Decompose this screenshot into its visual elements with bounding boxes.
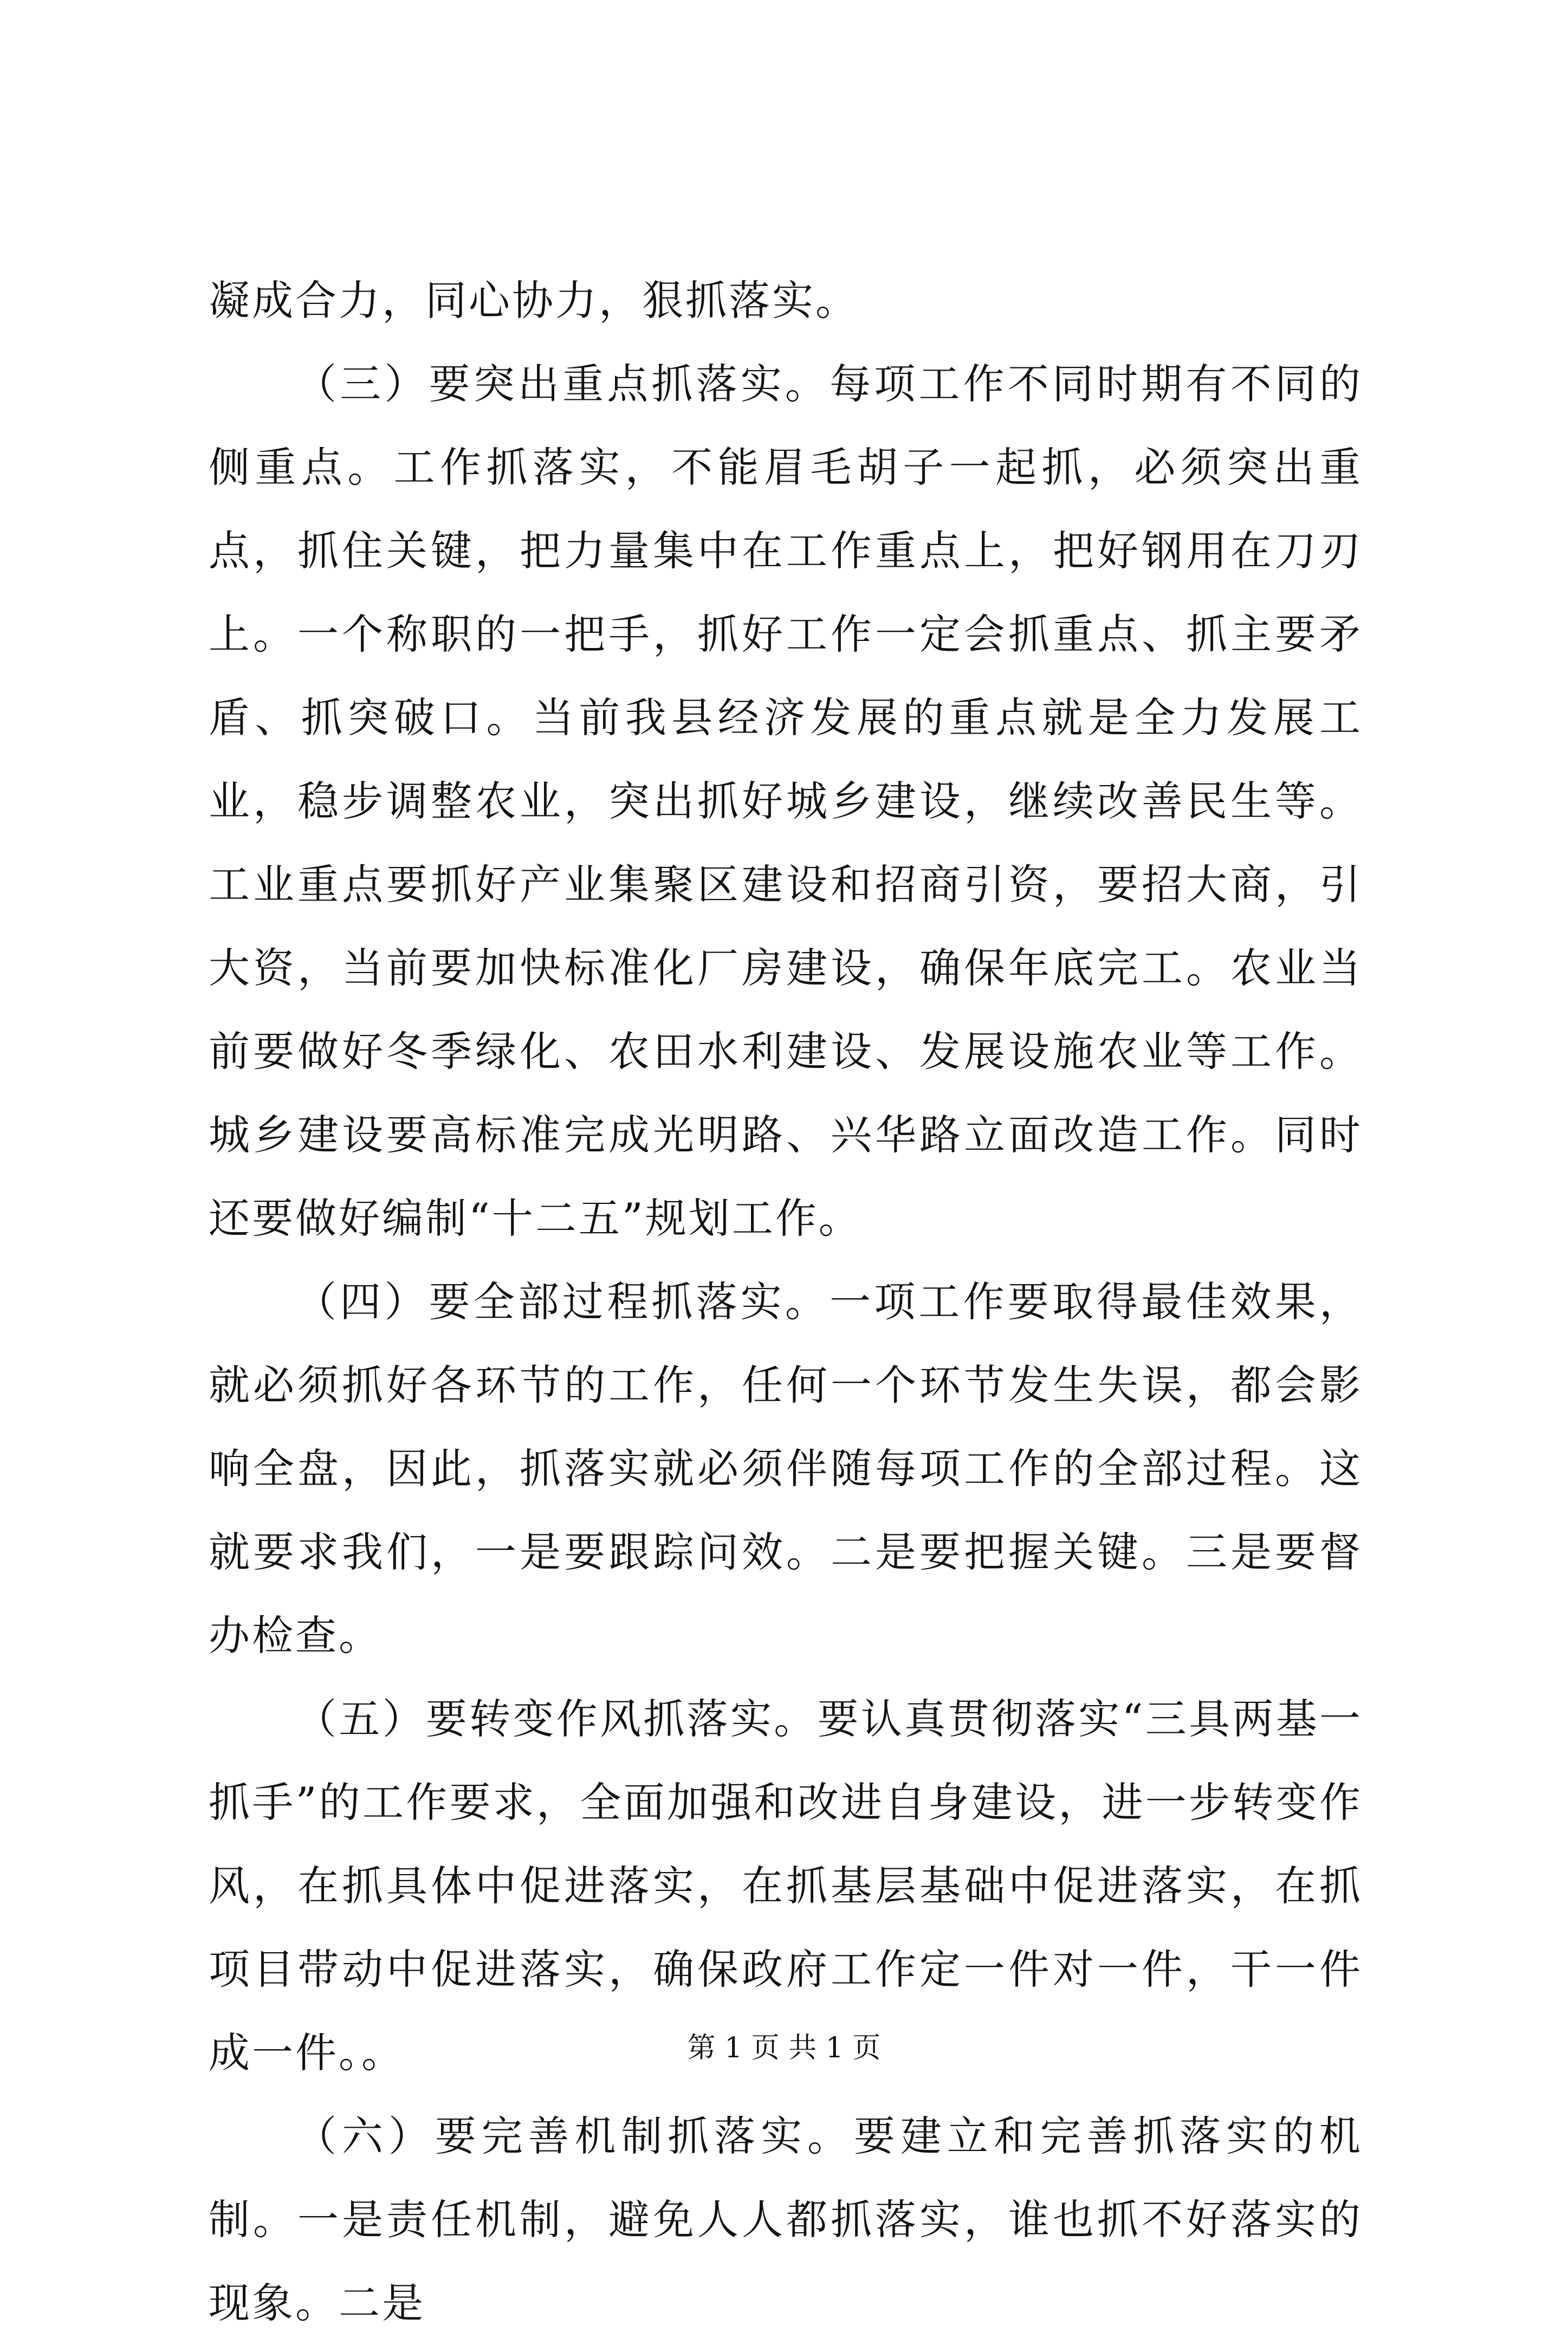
page-footer: 第 1 页 共 1 页 [687, 2032, 881, 2064]
paragraph-2: （三）要突出重点抓落实。每项工作不同时期有不同的侧重点。工作抓落实，不能眉毛胡子一起抓，必须突出重点，抓住关键，把力量集中在工作重点上，把好钢用在刀刃上。一个称职的一把手，抓好工作一定会抓重点、抓主要矛盾、抓突破口。当前我县经济发展的重点就是全力发展工业，稳步调整农业，突出抓好城乡建设，继续改善民生等。工业重点要抓好产业集聚区建设和招商引资，要招大商，引大资，当前要加快标准化厂房建设，确保年底完工。农业当前要做好冬季绿化、农田水利建设、发展设施农业等工作。城乡建设要高标准完成光明路、兴华路立面改造工作。同时还要做好编制“十二五”规划工作。 [209, 360, 1363, 1242]
paragraph-3: （四）要全部过程抓落实。一项工作要取得最佳效果，就必须抓好各环节的工作，任何一个环节发生失误，都会影响全盘，因此，抓落实就必须伴随每项工作的全部过程。这就要求我们，一是要跟踪问效。二是要把握关键。三是要督办检查。 [209, 1278, 1363, 1660]
paragraph-5: （六）要完善机制抓落实。要建立和完善抓落实的机制。一是责任机制，避免人人都抓落实，谁也抓不好落实的现象。二是 [209, 2112, 1363, 2327]
paragraph-1: 凝成合力，同心协力，狠抓落实。 [209, 276, 859, 325]
paragraph-4: （五）要转变作风抓落实。要认真贯彻落实“三具两基一抓手”的工作要求，全面加强和改进自身建设，进一步转变作风，在抓具体中促进落实，在抓基层基础中促进落实，在抓项目带动中促进落实，确保政府工作定一件对一件，干一件成一件。。 [209, 1695, 1363, 2077]
